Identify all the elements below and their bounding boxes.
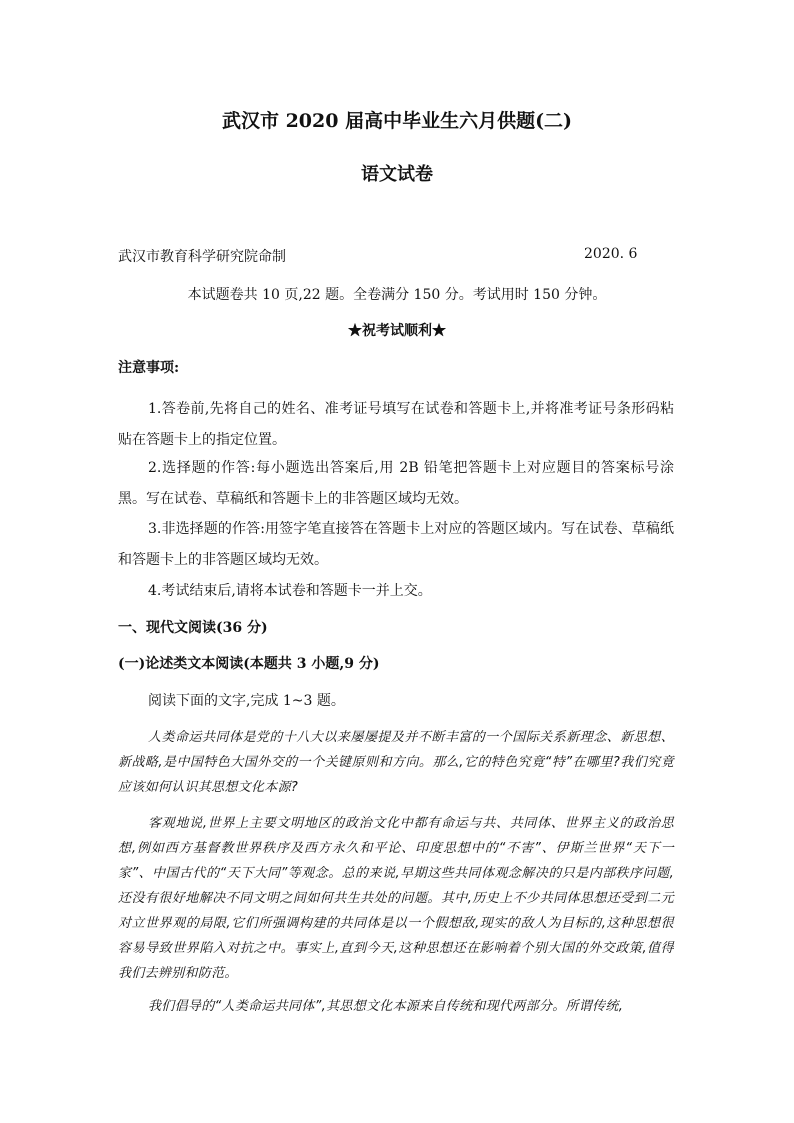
notice-item-4: 4.考试结束后,请将本试卷和答题卡一并上交。 bbox=[148, 583, 432, 599]
reading-instruction: 阅读下面的文字,完成 1~3 题。 bbox=[148, 693, 345, 709]
notice-item-2: 2.选择题的作答:每小题选出答案后,用 2B 铅笔把答题卡上对应题目的答案标号涂黑。写在试卷、草稿纸和答题卡上的非答题区域均无效。 bbox=[118, 460, 674, 507]
reading-paragraph-3: 我们倡导的“人类命运共同体”,其思想文化本源来自传统和现代两部分。所谓传统, bbox=[148, 999, 624, 1014]
reading-paragraph-2: 客观地说,世界上主要文明地区的政治文化中都有命运与共、共同体、世界主义的政治思想,例如西方基督教世界秩序及西方永久和平论、印度思想中的“不害”、伊斯兰世界“天下一家”、中国古代的“天下大同”等观念。总的来说,早期这些共同体观念解决的只是内部秩序问题,还没有很好地解决不同文明之间如何共生共处的问题。其中,历史上不少共同体思想还受到二元对立世界观的局限,它们所强调构建的共同体是以一个假想敌,现实的敌人为目标的,这种思想很容易导致世界陷入对抗之中。事实上,直到今天,这种思想还在影响着个别大国的外交政策,值得我们去辨别和防范。 bbox=[118, 816, 674, 981]
issuer-label: 武汉市教育科学研究院命制 bbox=[118, 249, 286, 265]
notice-item-1: 1.答卷前,先将自己的姓名、准考证号填写在试卷和答题卡上,并将准考证号条形码粘贴在答题卡上的指定位置。 bbox=[118, 401, 674, 448]
exam-subtitle: 语文试卷 bbox=[361, 164, 433, 185]
exam-title: 武汉市 2020 届高中毕业生六月供题(二) bbox=[221, 110, 573, 132]
reading-paragraph-1: 人类命运共同体是党的十八大以来屡屡提及并不断丰富的一个国际关系新理念、新思想、新战略,是中国特色大国外交的一个关键原则和方向。那么,它的特色究竟“特”在哪里?我们究竟应该如何认识其思想文化本源? bbox=[118, 730, 674, 795]
subsection-title: (一)论述类文本阅读(本题共 3 小题,9 分) bbox=[118, 656, 380, 672]
exam-info: 本试题卷共 10 页,22 题。全卷满分 150 分。考试用时 150 分钟。 bbox=[187, 287, 607, 303]
good-luck-banner: ★祝考试顺利★ bbox=[348, 323, 446, 339]
section-title: 一、现代文阅读(36 分) bbox=[118, 620, 268, 636]
exam-date: 2020. 6 bbox=[584, 246, 638, 262]
notice-heading: 注意事项: bbox=[118, 360, 180, 376]
notice-item-3: 3.非选择题的作答:用签字笔直接答在答题卡上对应的答题区域内。写在试卷、草稿纸和答题卡上的非答题区域均无效。 bbox=[118, 521, 674, 568]
